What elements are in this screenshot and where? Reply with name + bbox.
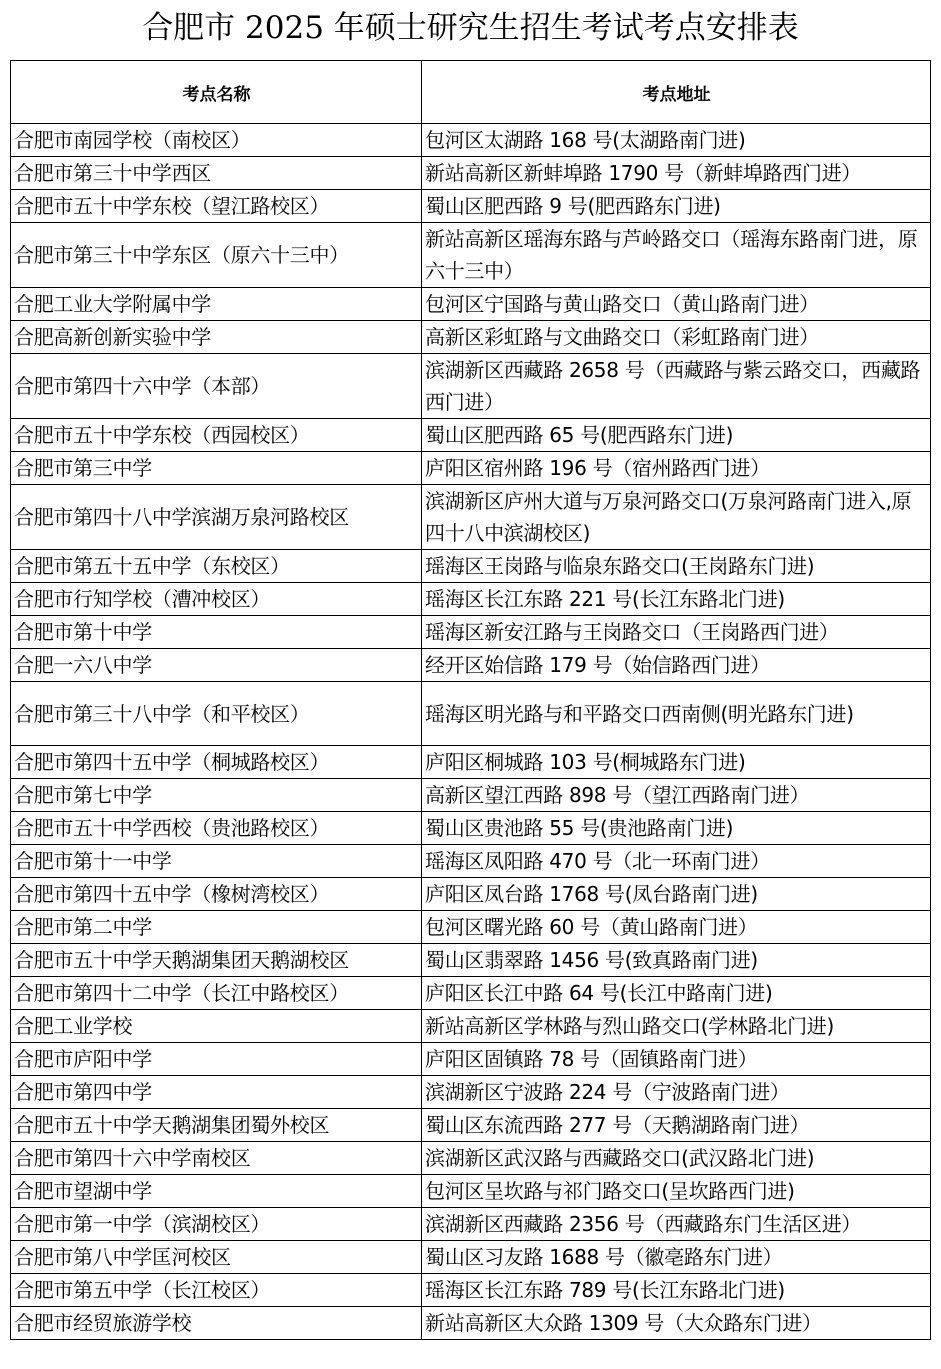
column-header-name: 考点名称 (11, 61, 422, 124)
exam-site-address-cell: 蜀山区肥西路 9 号(肥西路东门进) (422, 190, 931, 223)
exam-site-name-cell: 合肥市第五中学（长江校区） (11, 1274, 422, 1307)
table-row (11, 1274, 931, 1307)
exam-site-name-cell: 合肥市第八中学匡河校区 (11, 1241, 422, 1274)
exam-site-address-cell: 蜀山区习友路 1688 号（徽亳路东门进） (422, 1241, 931, 1274)
exam-site-name-cell: 合肥市第四十八中学滨湖万泉河路校区 (11, 485, 422, 550)
exam-site-address-cell: 庐阳区长江中路 64 号(长江中路南门进) (422, 977, 931, 1010)
exam-site-name-cell: 合肥市第四十二中学（长江中路校区） (11, 977, 422, 1010)
table-row (11, 911, 931, 944)
exam-site-name-cell: 合肥工业学校 (11, 1010, 422, 1043)
exam-site-name-cell: 合肥市第三十八中学（和平校区） (11, 682, 422, 746)
exam-site-address-cell: 包河区宁国路与黄山路交口（黄山路南门进） (422, 288, 931, 321)
table-row (11, 779, 931, 812)
exam-site-address-cell: 滨湖新区西藏路 2658 号（西藏路与紫云路交口，西藏路西门进） (422, 354, 931, 419)
exam-site-address-cell: 高新区彩虹路与文曲路交口（彩虹路南门进） (422, 321, 931, 354)
exam-site-address-cell: 滨湖新区宁波路 224 号（宁波路南门进） (422, 1076, 931, 1109)
table-row (11, 157, 931, 190)
table-header-row (11, 61, 931, 124)
table-row (11, 354, 931, 419)
exam-site-name-cell: 合肥市第二中学 (11, 911, 422, 944)
table-row (11, 1307, 931, 1340)
exam-site-address-cell: 新站高新区大众路 1309 号（大众路东门进） (422, 1307, 931, 1340)
exam-site-name-cell: 合肥市第三中学 (11, 452, 422, 485)
exam-site-name-cell: 合肥市望湖中学 (11, 1175, 422, 1208)
exam-site-address-cell: 蜀山区肥西路 65 号(肥西路东门进) (422, 419, 931, 452)
exam-site-name-cell: 合肥市第七中学 (11, 779, 422, 812)
exam-site-name-cell: 合肥市第四十五中学（橡树湾校区） (11, 878, 422, 911)
exam-site-address-cell: 瑶海区长江东路 789 号(长江东路北门进) (422, 1274, 931, 1307)
exam-site-address-cell: 蜀山区东流西路 277 号（天鹅湖路南门进） (422, 1109, 931, 1142)
exam-site-address-cell: 瑶海区新安江路与王岗路交口（王岗路西门进） (422, 616, 931, 649)
table-row (11, 878, 931, 911)
table-row (11, 977, 931, 1010)
table-row (11, 944, 931, 977)
exam-site-address-cell: 庐阳区固镇路 78 号（固镇路南门进） (422, 1043, 931, 1076)
table-row (11, 845, 931, 878)
exam-site-name-cell: 合肥市南园学校（南校区） (11, 124, 422, 157)
exam-site-address-cell: 瑶海区王岗路与临泉东路交口(王岗路东门进) (422, 550, 931, 583)
exam-site-address-cell: 瑶海区长江东路 221 号(长江东路北门进) (422, 583, 931, 616)
table-row (11, 746, 931, 779)
table-row (11, 124, 931, 157)
exam-site-address-cell: 滨湖新区武汉路与西藏路交口(武汉路北门进) (422, 1142, 931, 1175)
exam-site-table (10, 60, 931, 1340)
table-row (11, 288, 931, 321)
table-row (11, 190, 931, 223)
exam-site-address-cell: 包河区呈坎路与祁门路交口(呈坎路西门进) (422, 1175, 931, 1208)
exam-site-name-cell: 合肥一六八中学 (11, 649, 422, 682)
exam-site-address-cell: 高新区望江西路 898 号（望江西路南门进） (422, 779, 931, 812)
table-row (11, 485, 931, 550)
exam-site-name-cell: 合肥市第五十五中学（东校区） (11, 550, 422, 583)
exam-site-name-cell: 合肥市五十中学东校（望江路校区） (11, 190, 422, 223)
exam-site-address-cell: 滨湖新区西藏路 2356 号（西藏路东门生活区进） (422, 1208, 931, 1241)
exam-site-name-cell: 合肥市五十中学天鹅湖集团蜀外校区 (11, 1109, 422, 1142)
exam-site-name-cell: 合肥市行知学校（漕冲校区） (11, 583, 422, 616)
table-row (11, 812, 931, 845)
exam-site-address-cell: 新站高新区新蚌埠路 1790 号（新蚌埠路西门进） (422, 157, 931, 190)
table-row (11, 1043, 931, 1076)
exam-site-name-cell: 合肥工业大学附属中学 (11, 288, 422, 321)
table-row (11, 583, 931, 616)
exam-site-name-cell: 合肥市第十一中学 (11, 845, 422, 878)
exam-site-address-cell: 经开区始信路 179 号（始信路西门进） (422, 649, 931, 682)
exam-site-name-cell: 合肥市第四十六中学（本部） (11, 354, 422, 419)
exam-site-address-cell: 滨湖新区庐州大道与万泉河路交口(万泉河路南门进入,原四十八中滨湖校区) (422, 485, 931, 550)
exam-site-address-cell: 包河区曙光路 60 号（黄山路南门进） (422, 911, 931, 944)
exam-site-address-cell: 瑶海区凤阳路 470 号（北一环南门进） (422, 845, 931, 878)
table-row (11, 1010, 931, 1043)
exam-site-name-cell: 合肥市五十中学西校（贵池路校区） (11, 812, 422, 845)
table-row (11, 1109, 931, 1142)
exam-site-name-cell: 合肥高新创新实验中学 (11, 321, 422, 354)
exam-site-name-cell: 合肥市第四十五中学（桐城路校区） (11, 746, 422, 779)
exam-site-address-cell: 包河区太湖路 168 号(太湖路南门进) (422, 124, 931, 157)
table-body (11, 124, 931, 1340)
exam-site-name-cell: 合肥市第四中学 (11, 1076, 422, 1109)
exam-site-address-cell: 新站高新区瑶海东路与芦岭路交口（瑶海东路南门进，原六十三中） (422, 223, 931, 288)
table-row (11, 223, 931, 288)
exam-site-name-cell: 合肥市五十中学天鹅湖集团天鹅湖校区 (11, 944, 422, 977)
exam-site-name-cell: 合肥市第四十六中学南校区 (11, 1142, 422, 1175)
table-row (11, 1142, 931, 1175)
table-row (11, 1175, 931, 1208)
exam-site-address-cell: 庐阳区宿州路 196 号（宿州路西门进） (422, 452, 931, 485)
table-row (11, 616, 931, 649)
exam-site-address-cell: 庐阳区桐城路 103 号(桐城路东门进) (422, 746, 931, 779)
table-row (11, 550, 931, 583)
exam-site-address-cell: 新站高新区学林路与烈山路交口(学林路北门进) (422, 1010, 931, 1043)
table-row (11, 682, 931, 746)
exam-site-name-cell: 合肥市五十中学东校（西园校区） (11, 419, 422, 452)
exam-site-address-cell: 蜀山区翡翠路 1456 号(致真路南门进) (422, 944, 931, 977)
exam-site-name-cell: 合肥市第三十中学西区 (11, 157, 422, 190)
column-header-address: 考点地址 (422, 61, 931, 124)
exam-site-name-cell: 合肥市庐阳中学 (11, 1043, 422, 1076)
exam-site-name-cell: 合肥市经贸旅游学校 (11, 1307, 422, 1340)
table-row (11, 321, 931, 354)
table-row (11, 1241, 931, 1274)
table-row (11, 1208, 931, 1241)
exam-site-address-cell: 庐阳区凤台路 1768 号(凤台路南门进) (422, 878, 931, 911)
exam-site-address-cell: 蜀山区贵池路 55 号(贵池路南门进) (422, 812, 931, 845)
table-row (11, 419, 931, 452)
table-row (11, 649, 931, 682)
table-row (11, 452, 931, 485)
exam-site-name-cell: 合肥市第三十中学东区（原六十三中） (11, 223, 422, 288)
page-title: 合肥市 2025 年硕士研究生招生考试考点安排表 (142, 10, 799, 46)
exam-site-name-cell: 合肥市第一中学（滨湖校区） (11, 1208, 422, 1241)
exam-site-name-cell: 合肥市第十中学 (11, 616, 422, 649)
table-row (11, 1076, 931, 1109)
exam-site-address-cell: 瑶海区明光路与和平路交口西南侧(明光路东门进) (422, 682, 931, 746)
